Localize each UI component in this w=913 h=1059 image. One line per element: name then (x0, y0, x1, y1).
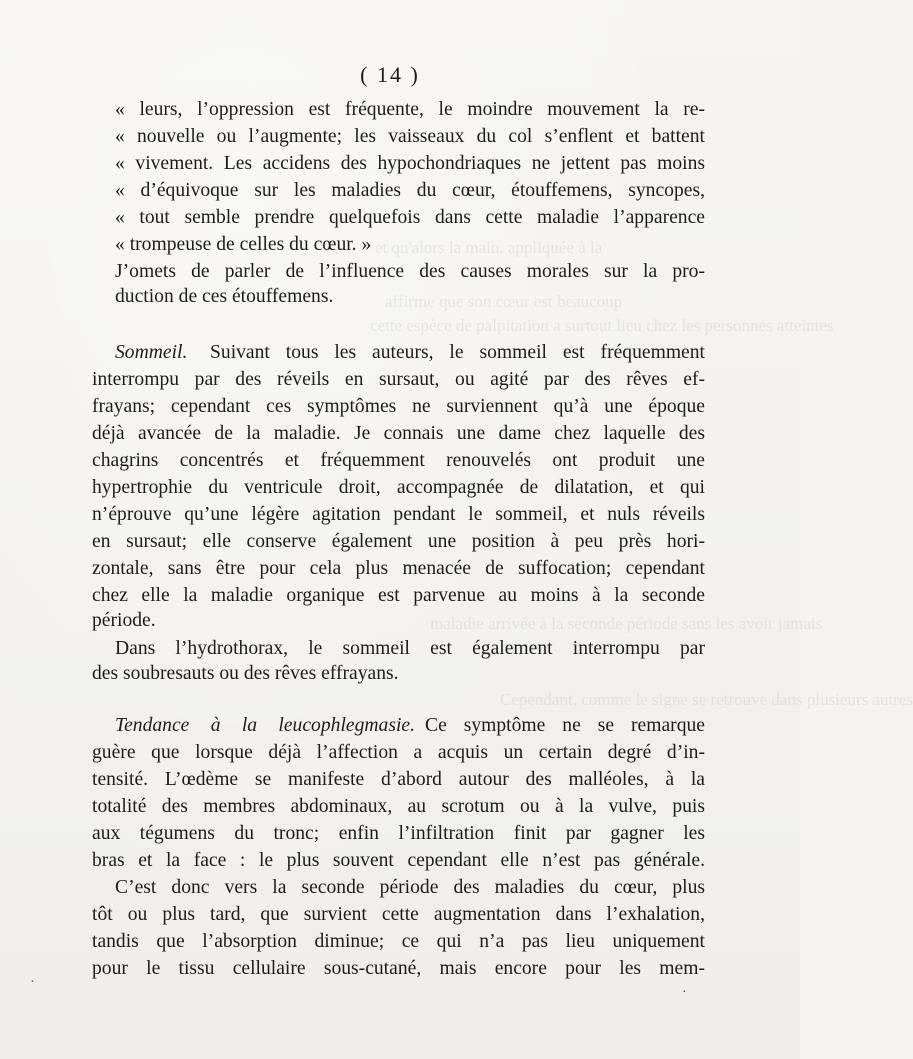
text-line: déjà avancée de la maladie. Je connais une dame chez laquelle des (92, 423, 705, 444)
text-line: « trompeuse de celles du cœur. » (115, 234, 372, 255)
section-title-sommeil (115, 340, 205, 366)
bleed-through-text: et qu'alors la main, appliquée à la (375, 238, 603, 257)
text-line: totalité des membres abdominaux, au scrotum ou à la vulve, puis (92, 796, 705, 817)
text-line: interrompu par des réveils en sursaut, ou agité par des rêves ef- (92, 369, 705, 390)
bleed-through-text: maladie arrivée à la seconde période sans les avoir jamais (430, 614, 823, 633)
text-line: période. (92, 610, 156, 631)
text-line: en sursaut; elle conserve également une position à peu près hori- (92, 531, 705, 552)
text-line: duction de ces étouffemens. (115, 286, 334, 307)
text-line: aux tégumens du tronc; enfin l’infiltration finit par gagner les (92, 823, 705, 844)
text-line: chez elle la maladie organique est parvenue au moins à la seconde (92, 585, 705, 606)
text-line: tandis que l’absorption diminue; ce qui n’a pas lieu uniquement (92, 931, 705, 952)
text-line: tôt ou plus tard, que survient cette augmentation dans l’exhalation, (92, 904, 705, 925)
text-line: « d’équivoque sur les maladies du cœur, étouffemens, syncopes, (115, 180, 705, 201)
page-number: ( 14 ) (360, 62, 420, 87)
text-line: « leurs, l’oppression est fréquente, le moindre mouvement la re- (115, 99, 705, 120)
text-line: Dans l’hydrothorax, le sommeil est également interrompu par (115, 638, 705, 659)
ink-mark: · (682, 985, 687, 1000)
text-line: « tout semble prendre quelquefois dans cette maladie l’apparence (115, 207, 705, 228)
text-line: pour le tissu cellulaire sous-cutané, mais encore pour les mem- (92, 958, 705, 979)
text-line: chagrins concentrés et fréquemment renouvelés ont produit une (92, 450, 705, 471)
text-line: guère que lorsque déjà l’affection a acquis un certain degré d’in- (92, 742, 705, 763)
text-line: « nouvelle ou l’augmente; les vaisseaux du col s’enflent et battent (115, 126, 705, 147)
section-title-leucophlegmasie (115, 713, 415, 739)
bleed-through-text: Cependant, comme le signe se retrouve dans plusieurs autres (500, 690, 913, 709)
text-line: « vivement. Les accidens des hypochondriaques ne jettent pas moins (115, 153, 705, 174)
text-line: zontale, sans être pour cela plus menacée de suffocation; cependant (92, 558, 705, 579)
text-line: frayans; cependant ces symptômes ne surviennent qu’à une époque (92, 396, 705, 417)
section-title-text: Tendance à la leucophlegmasie. (115, 715, 415, 736)
text-line: hypertrophie du ventricule droit, accompagnée de dilatation, et qui (92, 477, 705, 498)
ink-mark: · (30, 975, 35, 990)
text-line: C’est donc vers la seconde période des maladies du cœur, plus (115, 877, 705, 898)
text-line: des soubresauts ou des rêves effrayans. (92, 663, 399, 684)
text-line: n’éprouve qu’une légère agitation pendant le sommeil, et nuls réveils (92, 504, 705, 525)
text-line: bras et la face : le plus souvent cependant elle n’est pas générale. (92, 850, 705, 871)
bleed-through-text: affirme que son cœur est beaucoup (385, 292, 623, 311)
text-line: Suivant tous les auteurs, le sommeil est fréquemment (210, 342, 705, 363)
text-line: J’omets de parler de l’influence des causes morales sur la pro- (115, 261, 705, 282)
section-title-text: Sommeil. (115, 342, 188, 363)
bleed-through-text: cette espèce de palpitation a surtout lieu chez les personnes atteintes (370, 316, 834, 335)
text-line: Ce symptôme ne se remarque (425, 715, 705, 736)
text-line: tensité. L’œdème se manifeste d’abord autour des malléoles, à la (92, 769, 705, 790)
